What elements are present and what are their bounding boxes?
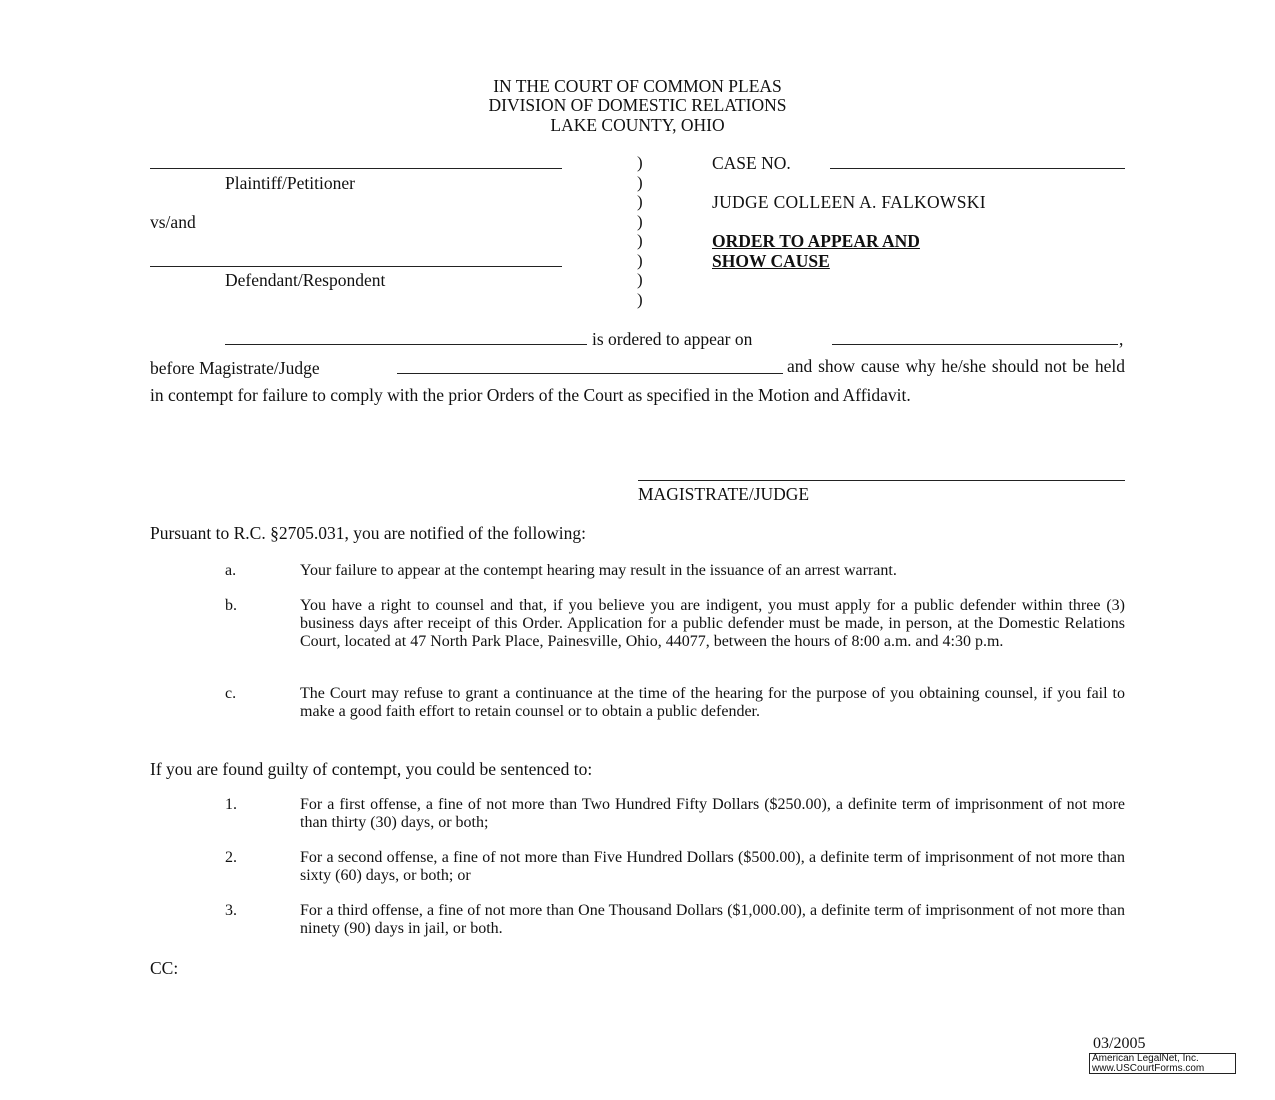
cc-label: CC:	[150, 958, 179, 978]
order-text-comma: ,	[1119, 329, 1124, 349]
notice-item-text: The Court may refuse to grant a continuance at the time of the hearing for the purpose of you obtaining counsel, if you fail to make a good faith effort to retain counsel or to obtain a public defender.	[300, 685, 1125, 720]
sentence-item-marker: 2.	[225, 849, 237, 866]
caption-paren: )	[637, 212, 643, 231]
defendant-blank-line[interactable]	[150, 266, 562, 267]
order-text-show-cause: and show cause why he/she should not be held in contempt for failure to comply with the prior Orders of the Court as specified in the Motion and Affidavit.	[150, 356, 1125, 405]
stamp-line2: www.USCourtForms.com	[1092, 1063, 1205, 1074]
form-date: 03/2005	[1093, 1035, 1146, 1052]
caption-paren: )	[637, 270, 643, 289]
stamp-line1: American LegalNet, Inc.	[1092, 1053, 1199, 1064]
caption-paren: )	[637, 192, 643, 211]
order-title-line2: SHOW CAUSE	[712, 251, 830, 271]
notice-item-marker: c.	[225, 685, 237, 702]
caption-paren: )	[637, 231, 643, 250]
publisher-stamp	[1089, 1053, 1236, 1074]
sentence-item-marker: 3.	[225, 902, 237, 919]
judge-name: JUDGE COLLEEN A. FALKOWSKI	[712, 192, 986, 212]
defendant-label: Defendant/Respondent	[225, 270, 386, 290]
court-name: IN THE COURT OF COMMON PLEAS	[493, 76, 782, 96]
notice-item-marker: a.	[225, 562, 237, 579]
sentence-item-text: For a third offense, a fine of not more than One Thousand Dollars ($1,000.00), a definite term of imprisonment of not more than ninety (90) days in jail, or both.	[300, 902, 1125, 937]
sentence-item-marker: 1.	[225, 796, 237, 813]
notice-item-text: You have a right to counsel and that, if you believe you are indigent, you must apply for a public defender within three (3) business days after receipt of this Order. Application for a public defender must be made, in person, at the Domestic Relations Court, located at 47 North Park Place, Painesville, Ohio, 44077, between the hours of 8:00 a.m. and 4:30 p.m.	[300, 597, 1125, 650]
order-title-line1: ORDER TO APPEAR AND	[712, 231, 920, 251]
vs-label: vs/and	[150, 212, 196, 232]
notice-item-marker: b.	[225, 597, 237, 614]
party-name-blank-line[interactable]	[225, 344, 587, 345]
court-county: LAKE COUNTY, OHIO	[550, 115, 725, 135]
notice-item-text: Your failure to appear at the contempt hearing may result in the issuance of an arrest warrant.	[300, 562, 897, 579]
case-no-blank-line[interactable]	[830, 168, 1125, 169]
caption-paren: )	[637, 251, 643, 270]
caption-paren: )	[637, 153, 643, 172]
plaintiff-blank-line[interactable]	[150, 168, 562, 169]
signature-label: MAGISTRATE/JUDGE	[638, 484, 810, 504]
sentence-intro: If you are found guilty of contempt, you could be sentenced to:	[150, 759, 593, 779]
notice-intro: Pursuant to R.C. §2705.031, you are notified of the following:	[150, 523, 586, 543]
order-text-magistrate: before Magistrate/Judge	[150, 358, 320, 378]
appear-date-blank-line[interactable]	[832, 344, 1118, 345]
caption-paren: )	[637, 290, 643, 309]
caption-paren: )	[637, 173, 643, 192]
sentence-item-text: For a second offense, a fine of not more than Five Hundred Dollars ($500.00), a definite term of imprisonment of not more than sixty (60) days, or both; or	[300, 849, 1125, 884]
sentence-item-text: For a first offense, a fine of not more than Two Hundred Fifty Dollars ($250.00), a definite term of imprisonment of not more than thirty (30) days, or both;	[300, 796, 1125, 831]
case-no-label: CASE NO.	[712, 153, 791, 173]
signature-line[interactable]	[638, 480, 1125, 481]
plaintiff-label: Plaintiff/Petitioner	[225, 173, 355, 193]
order-text-appear: is ordered to appear on	[592, 329, 753, 349]
court-division: DIVISION OF DOMESTIC RELATIONS	[488, 95, 787, 115]
